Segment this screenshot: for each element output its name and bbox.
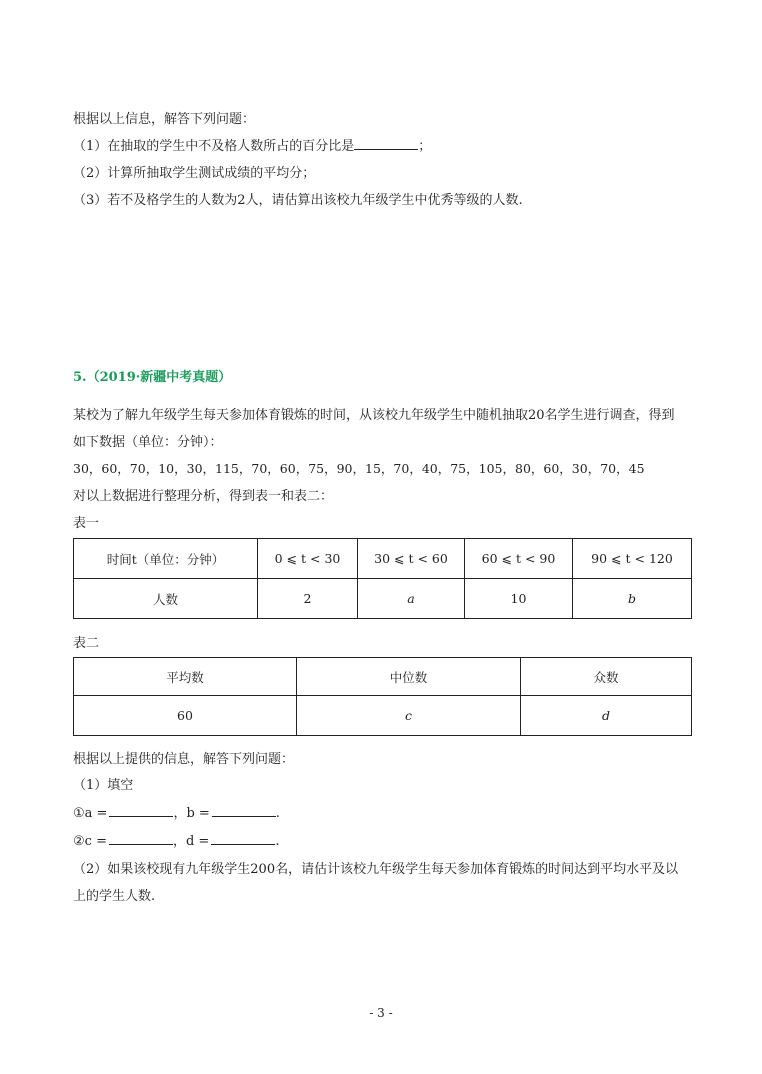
table-row: [74, 696, 692, 736]
table-cell: 60: [74, 696, 297, 736]
prev-q1: [73, 135, 431, 154]
fill-end: .: [275, 834, 280, 849]
data-line: 30，60，70，10，30，115，70，60，75，90，15，70，40，75，105，80，60，30，70，45: [73, 461, 645, 476]
stem-line-1: 某校为了解九年级学生每天参加体育锻炼的时间，从该校九年级学生中随机抽取20名学生进行调查，得到: [73, 408, 675, 423]
table2-label: 表二: [73, 636, 100, 651]
fill-b-label: ，b =: [173, 806, 210, 821]
fill-a-label: ①a =: [73, 806, 108, 821]
part1-label: （1）填空: [73, 778, 134, 793]
table1-label: 表一: [73, 516, 100, 531]
fill-d-label: ，d =: [172, 834, 210, 849]
prev-intro: 根据以上信息，解答下列问题：: [73, 112, 256, 127]
table-cell: 90 ⩽ t < 120: [573, 539, 692, 579]
question-source: （2019·新疆中考真题）: [86, 370, 232, 385]
table-cell: 中位数: [297, 658, 521, 696]
fill-row-1: [73, 802, 280, 821]
table-cell: 时间t（单位：分钟）: [74, 539, 258, 579]
table-cell: 0 ⩽ t < 30: [258, 539, 358, 579]
prev-q1-end: ；: [418, 139, 432, 154]
table-cell: 60 ⩽ t < 90: [465, 539, 573, 579]
blank-d[interactable]: [211, 831, 275, 845]
fill-row-2: [73, 830, 279, 849]
analysis-line: 对以上数据进行整理分析，得到表一和表二：: [73, 489, 334, 504]
prev-q2: （2）计算所抽取学生测试成绩的平均分；: [73, 166, 316, 181]
table-cell: a: [358, 579, 465, 619]
stem-line-2: 如下数据（单位：分钟）：: [73, 435, 223, 450]
blank-c[interactable]: [109, 831, 173, 845]
table-cell: 10: [465, 579, 573, 619]
table-row: [74, 539, 692, 579]
table-one: [73, 538, 692, 619]
part2-line-2: 上的学生人数.: [73, 889, 156, 904]
table-row: [74, 658, 692, 696]
ask-intro: 根据以上提供的信息，解答下列问题：: [73, 752, 295, 767]
table-cell: c: [297, 696, 521, 736]
table-cell: 30 ⩽ t < 60: [358, 539, 465, 579]
fill-c-label: ②c =: [73, 834, 107, 849]
table-cell: 人数: [74, 579, 258, 619]
blank-b[interactable]: [212, 803, 276, 817]
table-cell: 平均数: [74, 658, 297, 696]
table-cell: b: [573, 579, 692, 619]
page-number: - 3 -: [369, 1006, 393, 1020]
question-number: 5.: [73, 370, 87, 385]
table-cell: d: [521, 696, 692, 736]
table-cell: 2: [258, 579, 358, 619]
prev-q1-text: （1）在抽取的学生中不及格人数所占的百分比是: [73, 139, 355, 154]
prev-q3: （3）若不及格学生的人数为2人，请估算出该校九年级学生中优秀等级的人数.: [73, 193, 523, 208]
fill-end: .: [275, 806, 280, 821]
part2-line-1: （2）如果该校现有九年级学生200名，请估计该校九年级学生每天参加体育锻炼的时间达到平均水平及以: [73, 862, 679, 877]
table-row: [74, 579, 692, 619]
question-header: [73, 366, 231, 385]
answer-blank[interactable]: [354, 136, 418, 150]
table-cell: 众数: [521, 658, 692, 696]
table-two: [73, 657, 692, 736]
blank-a[interactable]: [109, 803, 173, 817]
